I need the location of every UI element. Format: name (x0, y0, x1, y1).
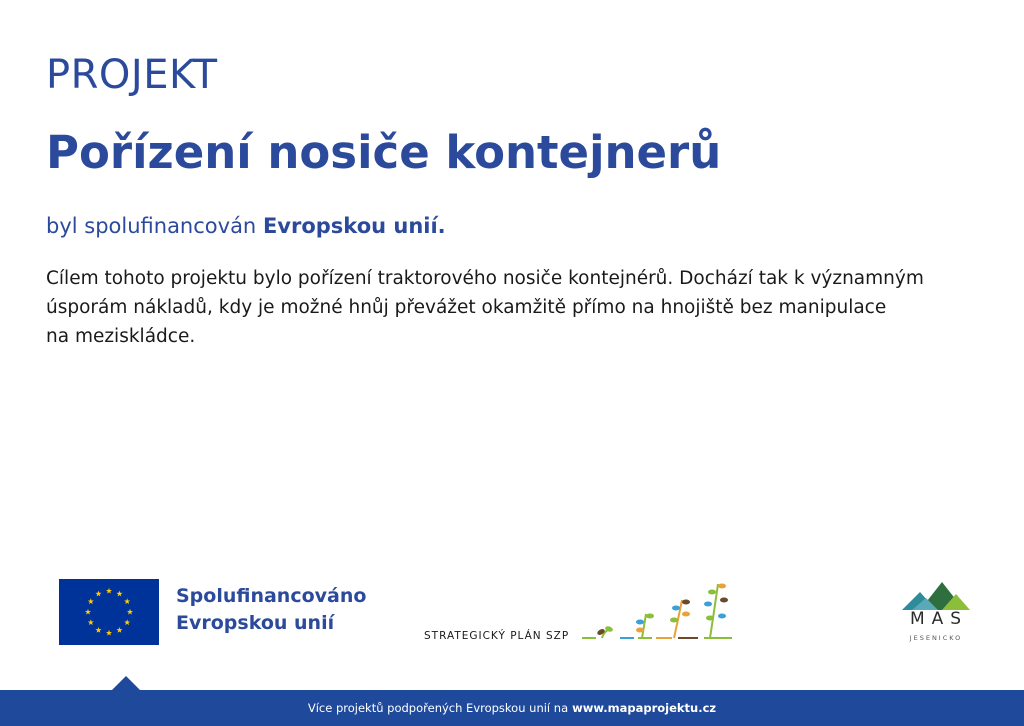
mas-name: MAS (909, 609, 969, 629)
footer-link[interactable]: www.mapaprojektu.cz (572, 701, 717, 715)
eu-star-icon (124, 619, 130, 625)
cofinanced-statement (46, 214, 446, 238)
szp-plants-logo (582, 578, 742, 648)
description-line: na meziskládce. (46, 326, 196, 347)
eu-star-icon (85, 609, 91, 615)
eu-star-icon (116, 591, 122, 597)
cofinanced-prefix: byl spolufinancován (46, 214, 257, 238)
eu-text-line2: Evropskou unií (176, 612, 335, 634)
cofinanced-strong: Evropskou unií. (262, 214, 446, 238)
mas-region: JESENICKO (909, 634, 963, 642)
footer-notch (111, 676, 141, 691)
eu-cofinanced-text (176, 583, 366, 637)
szp-label: STRATEGICKÝ PLÁN SZP (424, 630, 570, 642)
eu-star-icon (116, 627, 122, 633)
eu-star-icon (106, 588, 112, 594)
eu-star-icon (95, 627, 101, 633)
eu-star-icon (88, 619, 94, 625)
eu-text-line1: Spolufinancováno (176, 585, 367, 607)
eu-star-icon (124, 598, 130, 604)
eu-flag-logo (59, 579, 159, 645)
eu-star-icon (88, 598, 94, 604)
eu-star-icon (95, 591, 101, 597)
eu-star-icon (106, 630, 112, 636)
footer-bar (0, 690, 1024, 726)
project-description (46, 264, 986, 351)
eu-star-icon (127, 609, 133, 615)
description-line: Cílem tohoto projektu bylo pořízení traktorového nosiče kontejnérů. Dochází tak k významným (46, 268, 924, 289)
description-line: úsporám nákladů, kdy je možné hnůj převážet okamžitě přímo na hnojiště bez manipulace (46, 297, 887, 318)
page-title: Pořízení nosiče kontejnerů (46, 126, 722, 179)
project-kicker: PROJEKT (46, 52, 218, 98)
footer-text: Více projektů podpořených Evropskou unií na (307, 701, 569, 715)
